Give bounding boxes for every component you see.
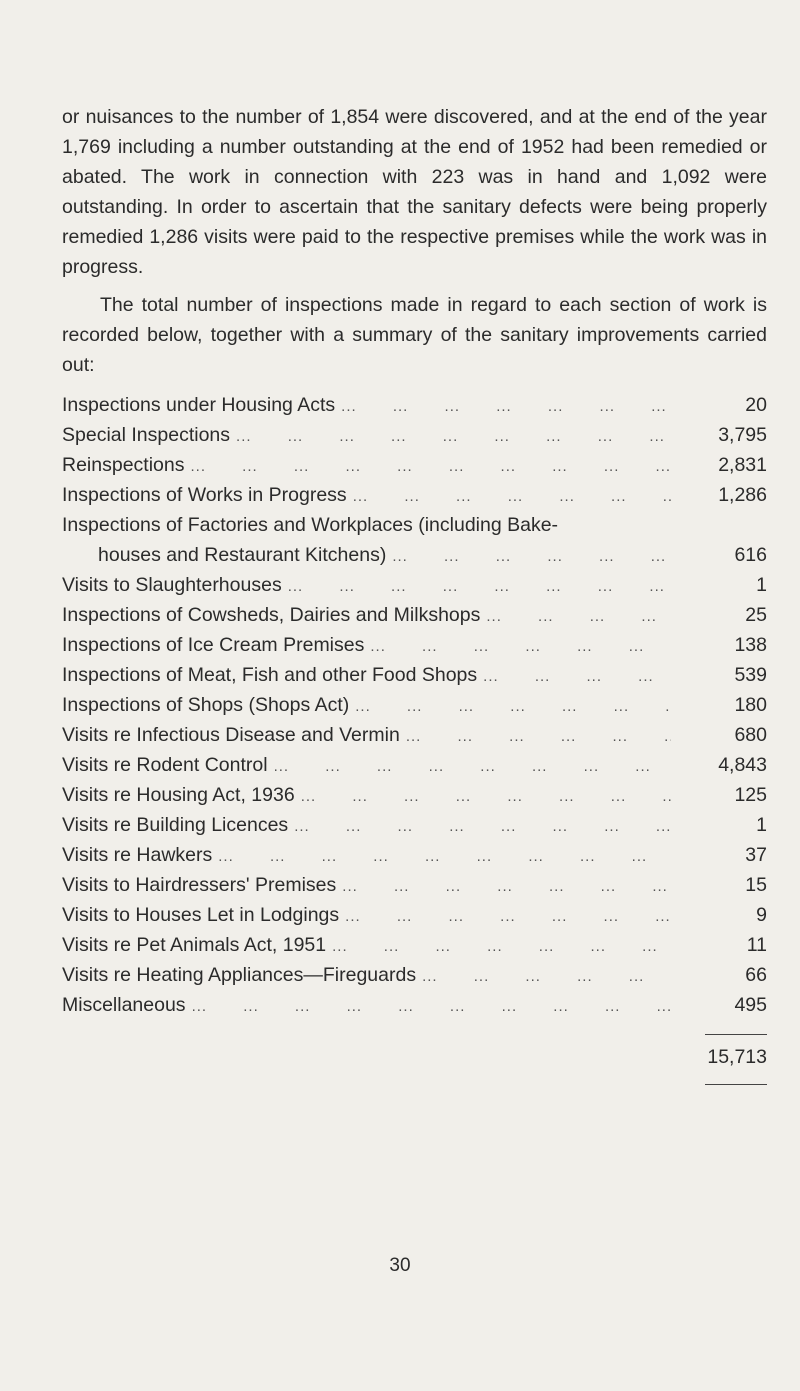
leader-dots: [341, 392, 671, 422]
item-value: 2,831: [718, 454, 767, 476]
list-item: [62, 570, 767, 600]
item-label: Visits re Rodent Control: [62, 750, 274, 780]
leader-dots: [236, 422, 671, 452]
list-item: [62, 990, 767, 1020]
leader-dots: [370, 632, 671, 662]
item-value: 1: [756, 574, 767, 596]
leader-dots: [345, 902, 671, 932]
item-value: 680: [734, 724, 767, 746]
total-rule-bottom-wrap: [62, 1072, 767, 1094]
item-value: 66: [745, 964, 767, 986]
item-label: Miscellaneous: [62, 990, 192, 1020]
list-item: [62, 720, 767, 750]
item-label: Inspections of Works in Progress: [62, 480, 353, 510]
list-item: [62, 930, 767, 960]
item-label: Inspections of Meat, Fish and other Food Shops: [62, 660, 483, 690]
item-label: Visits to Slaughterhouses: [62, 570, 288, 600]
item-value: 37: [745, 844, 767, 866]
list-item: [62, 960, 767, 990]
item-value: 616: [734, 544, 767, 566]
item-value: 125: [734, 784, 767, 806]
item-value: 180: [734, 694, 767, 716]
list-item: [62, 660, 767, 690]
item-value: 25: [745, 604, 767, 626]
item-value: 1: [756, 814, 767, 836]
item-label-line-2: houses and Restaurant Kitchens): [98, 540, 392, 570]
item-label: Inspections of Cowsheds, Dairies and Milkshops: [62, 600, 486, 630]
item-label: Visits re Heating Appliances—Fireguards: [62, 960, 422, 990]
leader-dots: [342, 872, 671, 902]
list-item: [62, 630, 767, 660]
list-item: [62, 600, 767, 630]
item-value: 539: [734, 664, 767, 686]
intro-paragraph-1: or nuisances to the number of 1,854 were discovered, and at the end of the year 1,769 including a number outstanding at the end of 1952 had been remedied or abated. The work in connection with 223 was in hand and 1,092 were outstanding. In order to ascertain that the sanitary defects were being properly remedied 1,286 visits were paid to the respective premises while the work was in progress.: [62, 106, 767, 278]
leader-dots: [288, 572, 671, 602]
leader-dots: [422, 962, 671, 992]
leader-dots: [218, 842, 671, 872]
item-value: 4,843: [718, 754, 767, 776]
item-label: Reinspections: [62, 450, 190, 480]
leader-dots: [190, 452, 671, 482]
total-value: 15,713: [707, 1046, 767, 1068]
leader-dots: [274, 752, 671, 782]
list-item: [62, 750, 767, 780]
item-label: Visits re Hawkers: [62, 840, 218, 870]
item-label: Inspections of Shops (Shops Act): [62, 690, 355, 720]
list-item: [62, 510, 767, 570]
leader-dots: [355, 692, 671, 722]
item-value: 11: [746, 934, 767, 956]
item-label: Visits re Building Licences: [62, 810, 294, 840]
document-page: [62, 102, 767, 1094]
item-value: 1,286: [718, 484, 767, 506]
item-value: 495: [734, 994, 767, 1016]
item-value: 3,795: [718, 424, 767, 446]
list-item: [62, 450, 767, 480]
item-value: 20: [745, 394, 767, 416]
inspections-list: [62, 390, 767, 1020]
list-item: [62, 390, 767, 420]
list-item: [62, 420, 767, 450]
leader-dots: [483, 662, 671, 692]
item-label: Visits re Infectious Disease and Vermin: [62, 720, 406, 750]
item-label: Special Inspections: [62, 420, 236, 450]
page-number: 30: [389, 1255, 411, 1276]
list-item: [62, 780, 767, 810]
item-value: 9: [756, 904, 767, 926]
list-item: [62, 840, 767, 870]
leader-dots: [192, 992, 671, 1022]
list-item: [62, 900, 767, 930]
item-value: 138: [734, 634, 767, 656]
list-item: [62, 870, 767, 900]
intro-paragraph-2: The total number of inspections made in regard to each section of work is recorded below, together with a summary of the sanitary improvements carried out:: [62, 294, 767, 376]
item-label: Visits re Pet Animals Act, 1951: [62, 930, 332, 960]
list-item: [62, 690, 767, 720]
item-label: Inspections under Housing Acts: [62, 390, 341, 420]
leader-dots: [332, 932, 671, 962]
item-label: Visits to Houses Let in Lodgings: [62, 900, 345, 930]
total-rule-bottom: [705, 1084, 767, 1085]
item-label-line-1: Inspections of Factories and Workplaces (including Bake-: [62, 514, 559, 536]
item-label: Visits to Hairdressers' Premises: [62, 870, 342, 900]
leader-dots: [406, 722, 671, 752]
leader-dots: [301, 782, 671, 812]
leader-dots: [392, 542, 671, 572]
item-label: Visits re Housing Act, 1936: [62, 780, 301, 810]
leader-dots: [294, 812, 671, 842]
leader-dots: [486, 602, 671, 632]
leader-dots: [353, 482, 671, 512]
total-rule-top: [705, 1034, 767, 1035]
item-value: 15: [745, 874, 767, 896]
list-item: [62, 810, 767, 840]
total-rule-top-wrap: [62, 1020, 767, 1042]
list-item: [62, 480, 767, 510]
item-label: Inspections of Ice Cream Premises: [62, 630, 370, 660]
